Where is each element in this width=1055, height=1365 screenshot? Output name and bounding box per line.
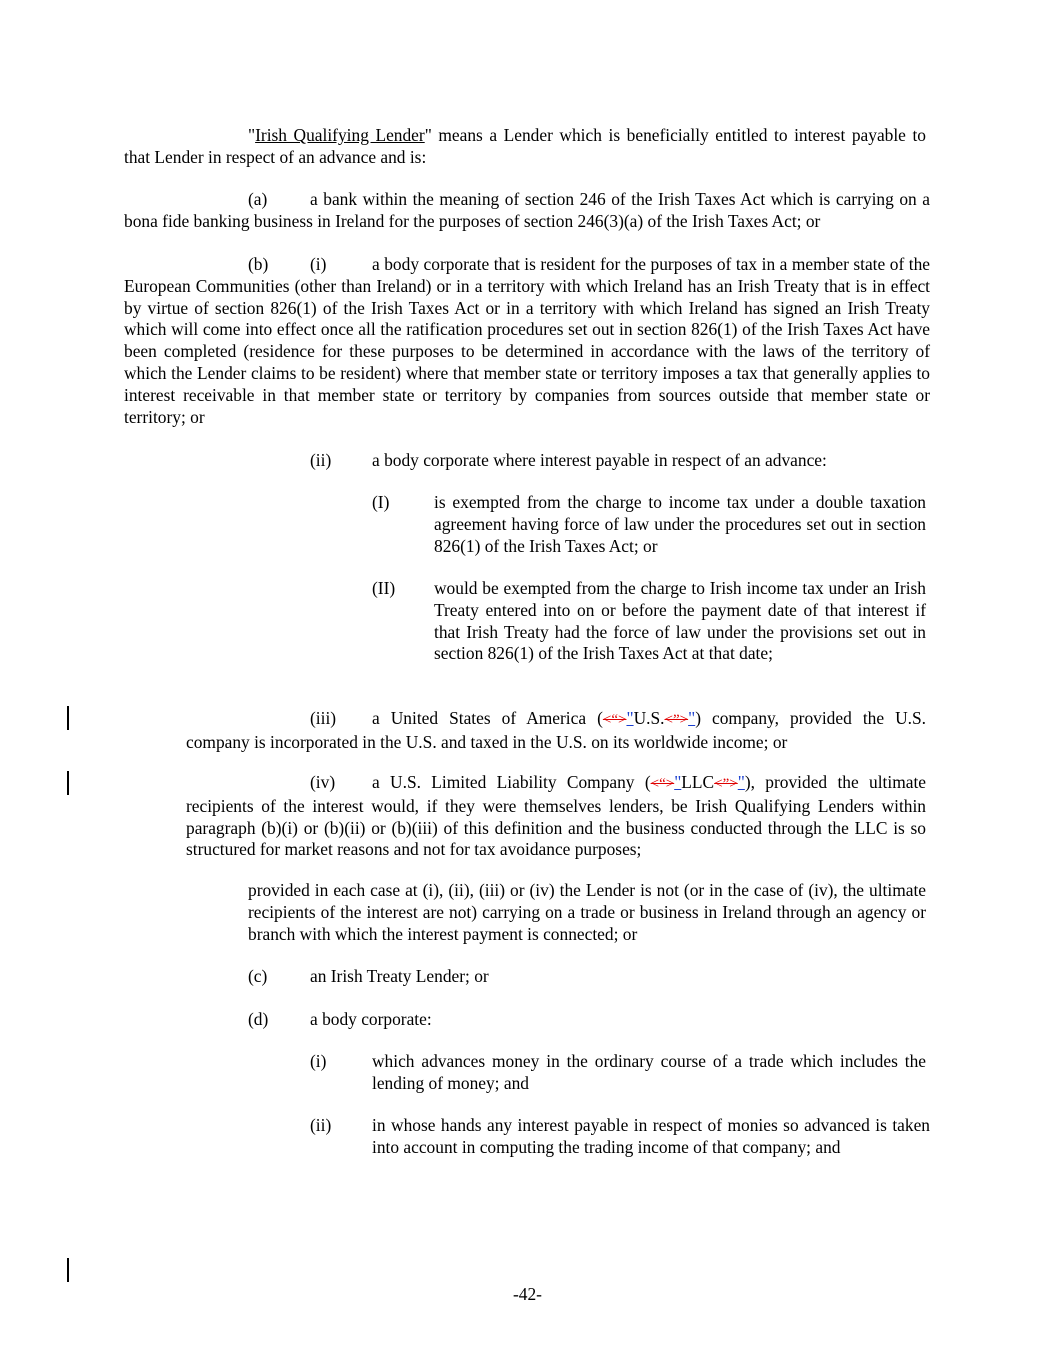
page-number: -42- — [513, 1284, 542, 1304]
clause-d-ii-text: in whose hands any interest payable in respect of monies so advanced is taken into account in computing the trading income of that company; and — [372, 1115, 930, 1157]
clause-d — [248, 1009, 926, 1031]
inserted-quote-mark: " — [737, 772, 745, 792]
proviso-paragraph: provided in each case at (i), (ii), (iii) or (iv) the Lender is not (or in the case of (iv), the ultimate recipients of the interest are not) carrying on a trade or business in Ireland through an agency or branch with which the interest payment is connected; or — [248, 880, 926, 944]
deleted-quote-mark: <“> — [650, 776, 675, 792]
clause-b-iii — [186, 708, 926, 754]
deleted-quote-mark: <“> — [602, 712, 627, 728]
clause-d-i-label: (i) — [310, 1051, 327, 1071]
clause-b-label: (b) — [248, 254, 269, 274]
deleted-quote-mark: <”> — [714, 776, 738, 792]
change-bar — [67, 706, 69, 730]
clause-b-ii-I-text: is exempted from the charge to income tax under a double taxation agreement having force of law under the procedures set out in section 826(1) of the Irish Taxes Act; or — [434, 492, 926, 556]
clause-c-label: (c) — [248, 966, 268, 986]
deleted-quote-mark: <”> — [664, 712, 689, 728]
clause-b-iv-term: LLC — [681, 772, 715, 792]
clause-d-label: (d) — [248, 1009, 269, 1029]
clause-b-iv-text-post: ), provided the ultimate recipients of the interest would, if they were themselves lenders, be Irish Qualifying Lenders within paragraph (b)(i) or (b)(ii) or (b)(iii) of this definition and the business conducted through the LLC is so structured for market reasons and not for tax avoidance purposes; — [186, 772, 926, 860]
clause-b-ii-I-label: (I) — [372, 492, 390, 512]
clause-b-iii-label: (iii) — [310, 708, 337, 728]
clause-b-i-label: (i) — [310, 254, 327, 274]
clause-b-i — [124, 254, 930, 428]
clause-b-iii-term: U.S. — [633, 708, 665, 728]
inserted-quote-mark: " — [626, 708, 634, 728]
clause-b-ii-II — [372, 578, 926, 665]
clause-c — [248, 966, 926, 988]
clause-b-ii — [310, 450, 930, 472]
clause-c-text: an Irish Treaty Lender; or — [310, 966, 489, 986]
definition-paragraph — [124, 125, 926, 169]
clause-d-ii — [310, 1115, 930, 1159]
clause-b-iii-text-pre: a United States of America ( — [372, 708, 603, 728]
clause-b-iv-text-pre: a U.S. Limited Liability Company ( — [372, 772, 651, 792]
clause-b-i-text: a body corporate that is resident for the purposes of tax in a member state of the European Communities (other than Ireland) or in a territory with which Ireland has an Irish Treaty that is in effect by virtue of section 826(1) of the Irish Taxes Act or in a territory with which Ireland has signed an Irish Treaty which will come into effect once all the ratification procedures set out in section 826(1) of the Irish Taxes Act have been completed (residence for these purposes to be determined in accordance with the laws of the territory of which the Lender claims to be resident) where that member state or territory imposes a tax that generally applies to interest receivable in that member state or territory by companies from sources outside that member state or territory; or — [124, 254, 930, 427]
clause-a-label: (a) — [248, 189, 268, 209]
clause-b-iv-label: (iv) — [310, 772, 336, 792]
change-bar — [67, 1258, 69, 1282]
clause-d-i — [310, 1051, 926, 1095]
quote-open: " — [248, 125, 256, 145]
clause-b-ii-II-label: (II) — [372, 578, 396, 598]
clause-b-ii-label: (ii) — [310, 450, 332, 470]
clause-b-iv — [186, 772, 926, 861]
change-bar — [67, 771, 69, 795]
clause-d-ii-label: (ii) — [310, 1115, 332, 1135]
definition-text: means a Lender which is beneficially entitled to interest payable to that Lender in respect of an advance and is: — [124, 125, 926, 167]
clause-a-text: a bank within the meaning of section 246 of the Irish Taxes Act which is carrying on a bona fide banking business in Ireland for the purposes of section 246(3)(a) of the Irish Taxes Act; or — [124, 189, 930, 231]
clause-b-ii-text: a body corporate where interest payable in respect of an advance: — [372, 450, 827, 470]
defined-term: Irish Qualifying Lender — [255, 125, 425, 145]
inserted-quote-mark: " — [688, 708, 696, 728]
clause-a — [124, 189, 930, 233]
clause-b-iii-text-post: ) company, provided the U.S. company is incorporated in the U.S. and taxed in the U.S. on its worldwide income; or — [186, 708, 927, 752]
clause-d-text: a body corporate: — [310, 1009, 432, 1029]
clause-d-i-text: which advances money in the ordinary course of a trade which includes the lending of money; and — [372, 1051, 926, 1093]
inserted-quote-mark: " — [674, 772, 682, 792]
clause-b-ii-I — [372, 492, 926, 557]
clause-b-ii-II-text: would be exempted from the charge to Irish income tax under an Irish Treaty entered into on or before the payment date of that interest if that Irish Treaty had the force of law under the provisions set out in section 826(1) of the Irish Taxes Act at that date; — [434, 578, 926, 664]
quote-close: " — [424, 125, 432, 145]
